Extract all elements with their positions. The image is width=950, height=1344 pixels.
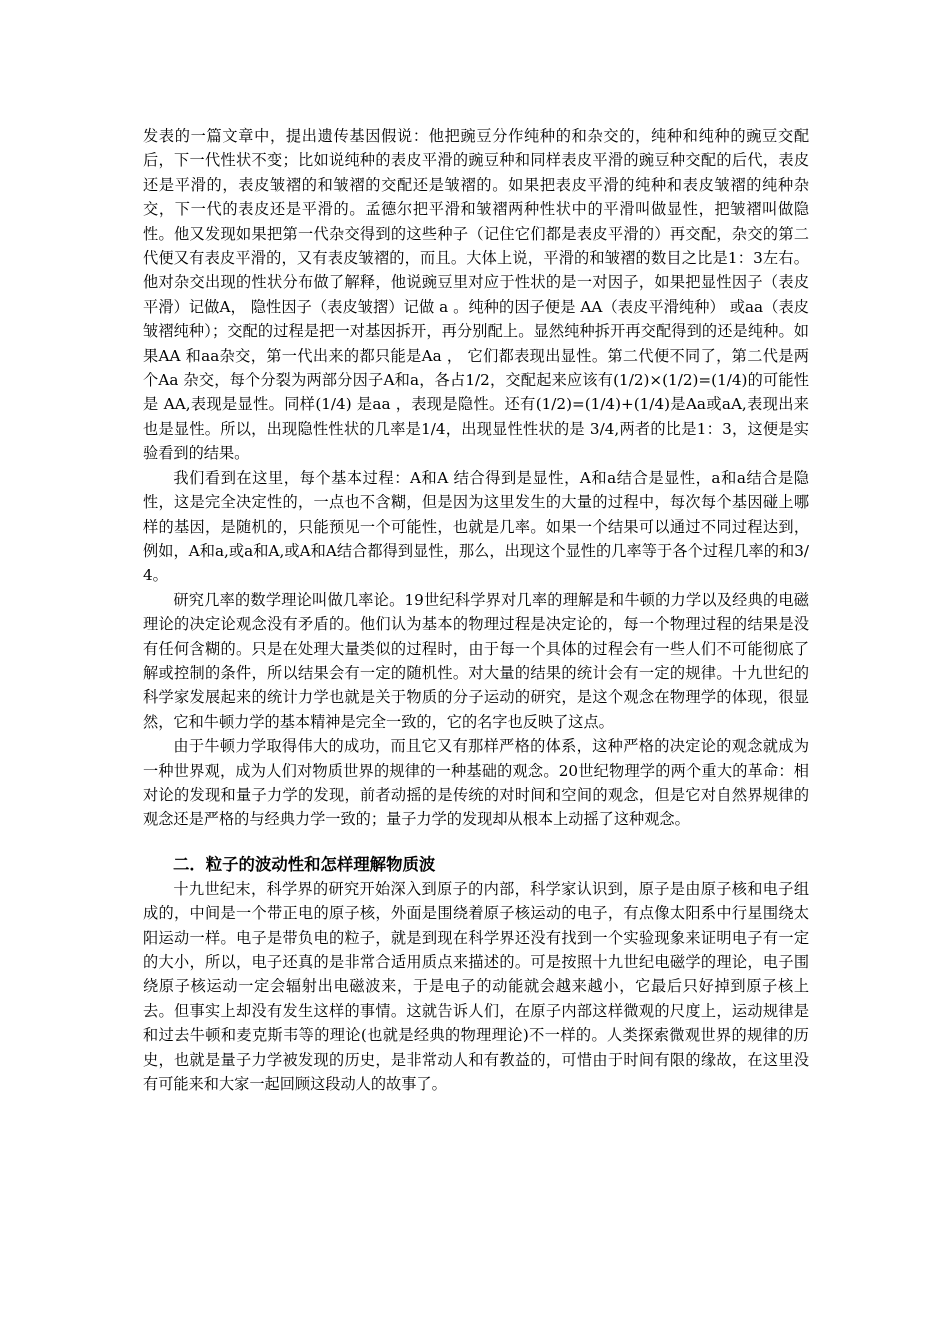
- paragraph-probability-example: 我们看到在这里，每个基本过程：A和A 结合得到是显性，A和a结合是显性，a和a结合是隐性，这是完全决定性的，一点也不含糊，但是因为这里发生的大量的过程中，每次每个基因碰上哪样的基因，是随机的，只能预见一个可能性，也就是几率。如果一个结果可以通过不同过程达到，例如，A和a,或a和A,或A和A结合都得到显性，那么，出现这个显性的几率等于各个过程几率的和3/4。: [143, 468, 809, 585]
- document-page: [143, 124, 809, 1096]
- section-heading: 二．粒子的波动性和怎样理解物质波: [173, 854, 436, 874]
- paragraph-determinism: 由于牛顿力学取得伟大的成功，而且它又有那样严格的体系，这种严格的决定论的观念就成为一种世界观，成为人们对物质世界的规律的一种基础的观念。20世纪物理学的两个重大的革命：相对论的发现和量子力学的发现，前者动摇的是传统的对时间和空间的观念，但是它对自然界规律的观念还是严格的与经典力学一致的；量子力学的发现却从根本上动摇了这种观念。: [143, 737, 809, 829]
- paragraph-mendel-hypothesis: 发表的一篇文章中，提出遗传基因假说：他把豌豆分作纯种的和杂交的，纯种和纯种的豌豆交配后，下一代性状不变；比如说纯种的表皮平滑的豌豆种和同样表皮平滑的豌豆种交配的后代，表皮还是平滑的，表皮皱褶的和皱褶的交配还是皱褶的。如果把表皮平滑的纯种和表皮皱褶的纯种杂交，下一代的表皮还是平滑的。孟德尔把平滑和皱褶两种性状中的平滑叫做显性，把皱褶叫做隐性。他又发现如果把第一代杂交得到的这些种子（记住它们都是表皮平滑的）再交配，杂交的第二代便又有表皮平滑的，又有表皮皱褶的，而且。大体上说，平滑的和皱褶的数目之比是1：3左右。他对杂交出现的性状分布做了解释，他说豌豆里对应于性状的是一对因子，如果把显性因子（表皮平滑）记做A， 隐性因子（表皮皱摺）记做 a 。纯种的因子便是 AA（表皮平滑纯种） 或aa（表皮皱褶纯种）；交配的过程是把一对基因拆开，再分别配上。显然纯种拆开再交配得到的还是纯种。如果AA 和aa杂交，第一代出来的都只能是Aa ， 它们都表现出显性。第二代便不同了，第二代是两个Aa 杂交，每个分裂为两部分因子A和a，各占1/2，交配起来应该有(1/2)×(1/2)=(1/4)的可能性是 AA,表现是显性。同样(1/4) 是aa ，表现是隐性。还有(1/2)=(1/4)+(1/4)是Aa或aA,表现出来也是显性。所以，出现隐性性状的几率是1/4，出现显性性状的是 3/4,两者的比是1：3，这便是实验看到的结果。: [143, 127, 809, 463]
- paragraph-probability-theory: 研究几率的数学理论叫做几率论。19世纪科学界对几率的理解是和牛顿的力学以及经典的电磁理论的决定论观念没有矛盾的。他们认为基本的物理过程是决定论的，每一个物理过程的结果是没有任何含糊的。只是在处理大量类似的过程时，由于每一个具体的过程会有一些人们不可能彻底了解或控制的条件，所以结果会有一定的随机性。对大量的结果的统计会有一定的规律。十九世纪的科学家发展起来的统计力学也就是关于物质的分子运动的研究，是这个观念在物理学的体现，很显然，它和牛顿力学的基本精神是完全一致的，它的名字也反映了这点。: [143, 590, 809, 731]
- paragraph-atomic-structure: 十九世纪末，科学界的研究开始深入到原子的内部，科学家认识到，原子是由原子核和电子组成的，中间是一个带正电的原子核，外面是围绕着原子核运动的电子，有点像太阳系中行星围绕太阳运动一样。电子是带负电的粒子，就是到现在科学界还没有找到一个实验现象来证明电子有一定的大小，所以，电子还真的是非常合适用质点来描述的。可是按照十九世纪电磁学的理论，电子围绕原子核运动一定会辐射出电磁波来，于是电子的动能就会越来越小，它最后只好掉到原子核上去。但事实上却没有发生这样的事情。这就告诉人们，在原子内部这样微观的尺度上，运动规律是和过去牛顿和麦克斯韦等的理论(也就是经典的物理理论)不一样的。人类探索微观世界的规律的历史，也就是量子力学被发现的历史，是非常动人和有教益的，可惜由于时间有限的缘故，在这里没有可能来和大家一起回顾这段动人的故事了。: [143, 879, 809, 1094]
